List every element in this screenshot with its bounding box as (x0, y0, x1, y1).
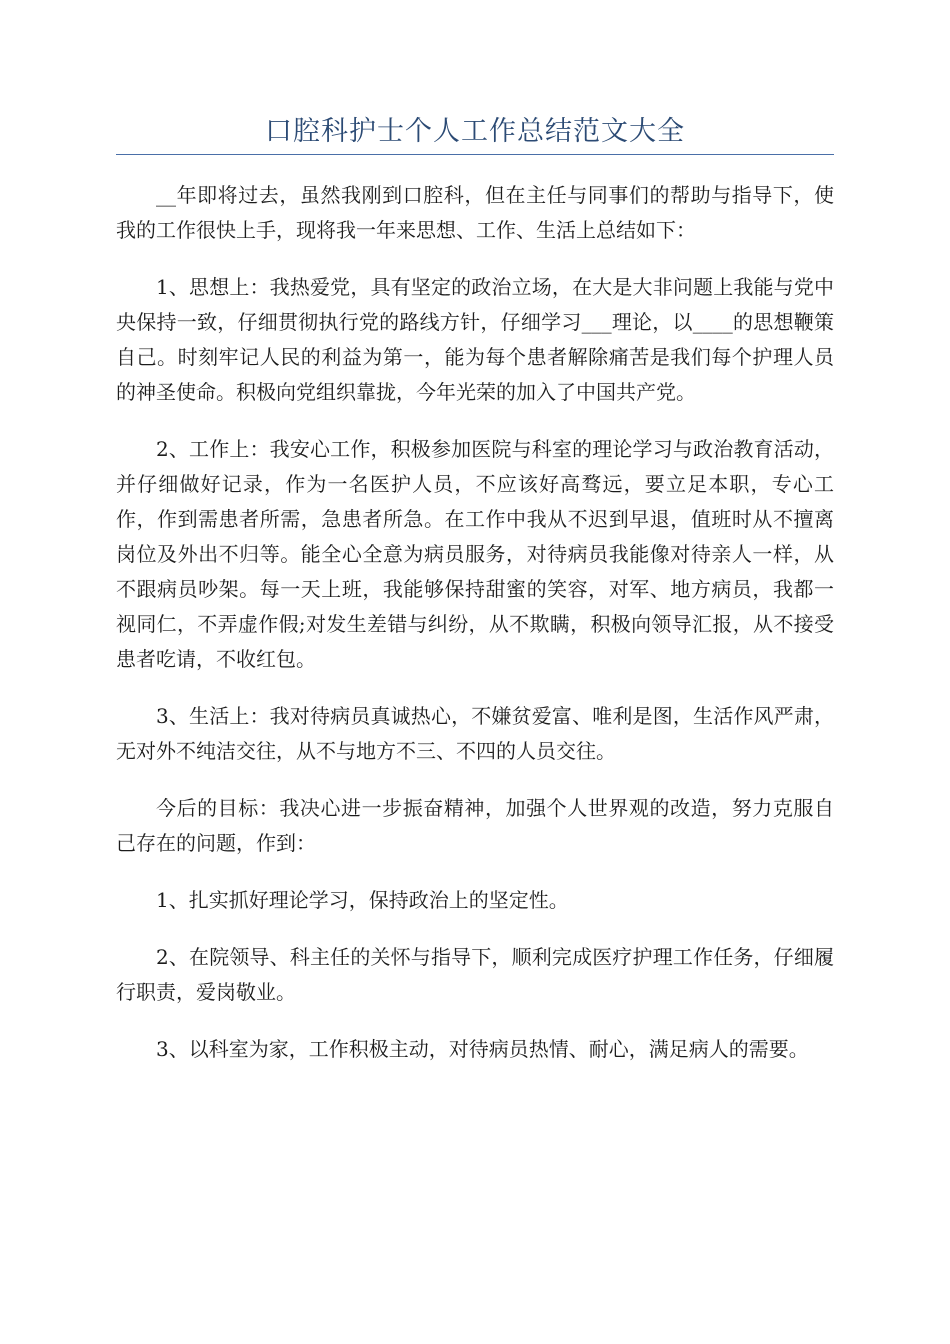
paragraph-goal-1: 1、扎实抓好理论学习，保持政治上的坚定性。 (156, 888, 569, 912)
paragraph-goal-2: 2、在院领导、科主任的关怀与指导下，顺利完成医疗护理工作任务，仔细履行职责，爱岗敬业。 (116, 945, 834, 1004)
paragraph-work: 2、工作上：我安心工作，积极参加医院与科室的理论学习与政治教育活动，并仔细做好记录，作为一名医护人员，不应该好高骛远，要立足本职，专心工作，作到需患者所需，急患者所急。在工作中我从不迟到早退，值班时从不擅离岗位及外出不归等。能全心全意为病员服务，对待病员我能像对待亲人一样，从不跟病员吵架。每一天上班，我能够保持甜蜜的笑容，对军、地方病员，我都一视同仁，不弄虚作假;对发生差错与纠纷，从不欺瞒，积极向领导汇报，从不接受患者吃请，不收红包。 (116, 437, 834, 671)
paragraph-intro: __年即将过去，虽然我刚到口腔科，但在主任与同事们的帮助与指导下，使我的工作很快上手，现将我一年来思想、工作、生活上总结如下： (116, 183, 834, 242)
document-body (116, 178, 834, 1089)
paragraph-life: 3、生活上：我对待病员真诚热心，不嫌贫爱富、唯利是图，生活作风严肃，无对外不纯洁交往，从不与地方不三、不四的人员交往。 (116, 704, 834, 763)
paragraph-goal-3: 3、以科室为家，工作积极主动，对待病员热情、耐心，满足病人的需要。 (156, 1037, 809, 1061)
paragraph-goals: 今后的目标：我决心进一步振奋精神，加强个人世界观的改造，努力克服自己存在的问题，作到： (116, 796, 834, 855)
title-underline (116, 154, 834, 155)
paragraph-thought: 1、思想上：我热爱党，具有坚定的政治立场，在大是大非问题上我能与党中央保持一致，仔细贯彻执行党的路线方针，仔细学习___理论，以____的思想鞭策自己。时刻牢记人民的利益为第一，能为每个患者解除痛苦是我们每个护理人员的神圣使命。积极向党组织靠拢，今年光荣的加入了中国共产党。 (116, 275, 834, 404)
document-title: 口腔科护士个人工作总结范文大全 (265, 116, 685, 147)
